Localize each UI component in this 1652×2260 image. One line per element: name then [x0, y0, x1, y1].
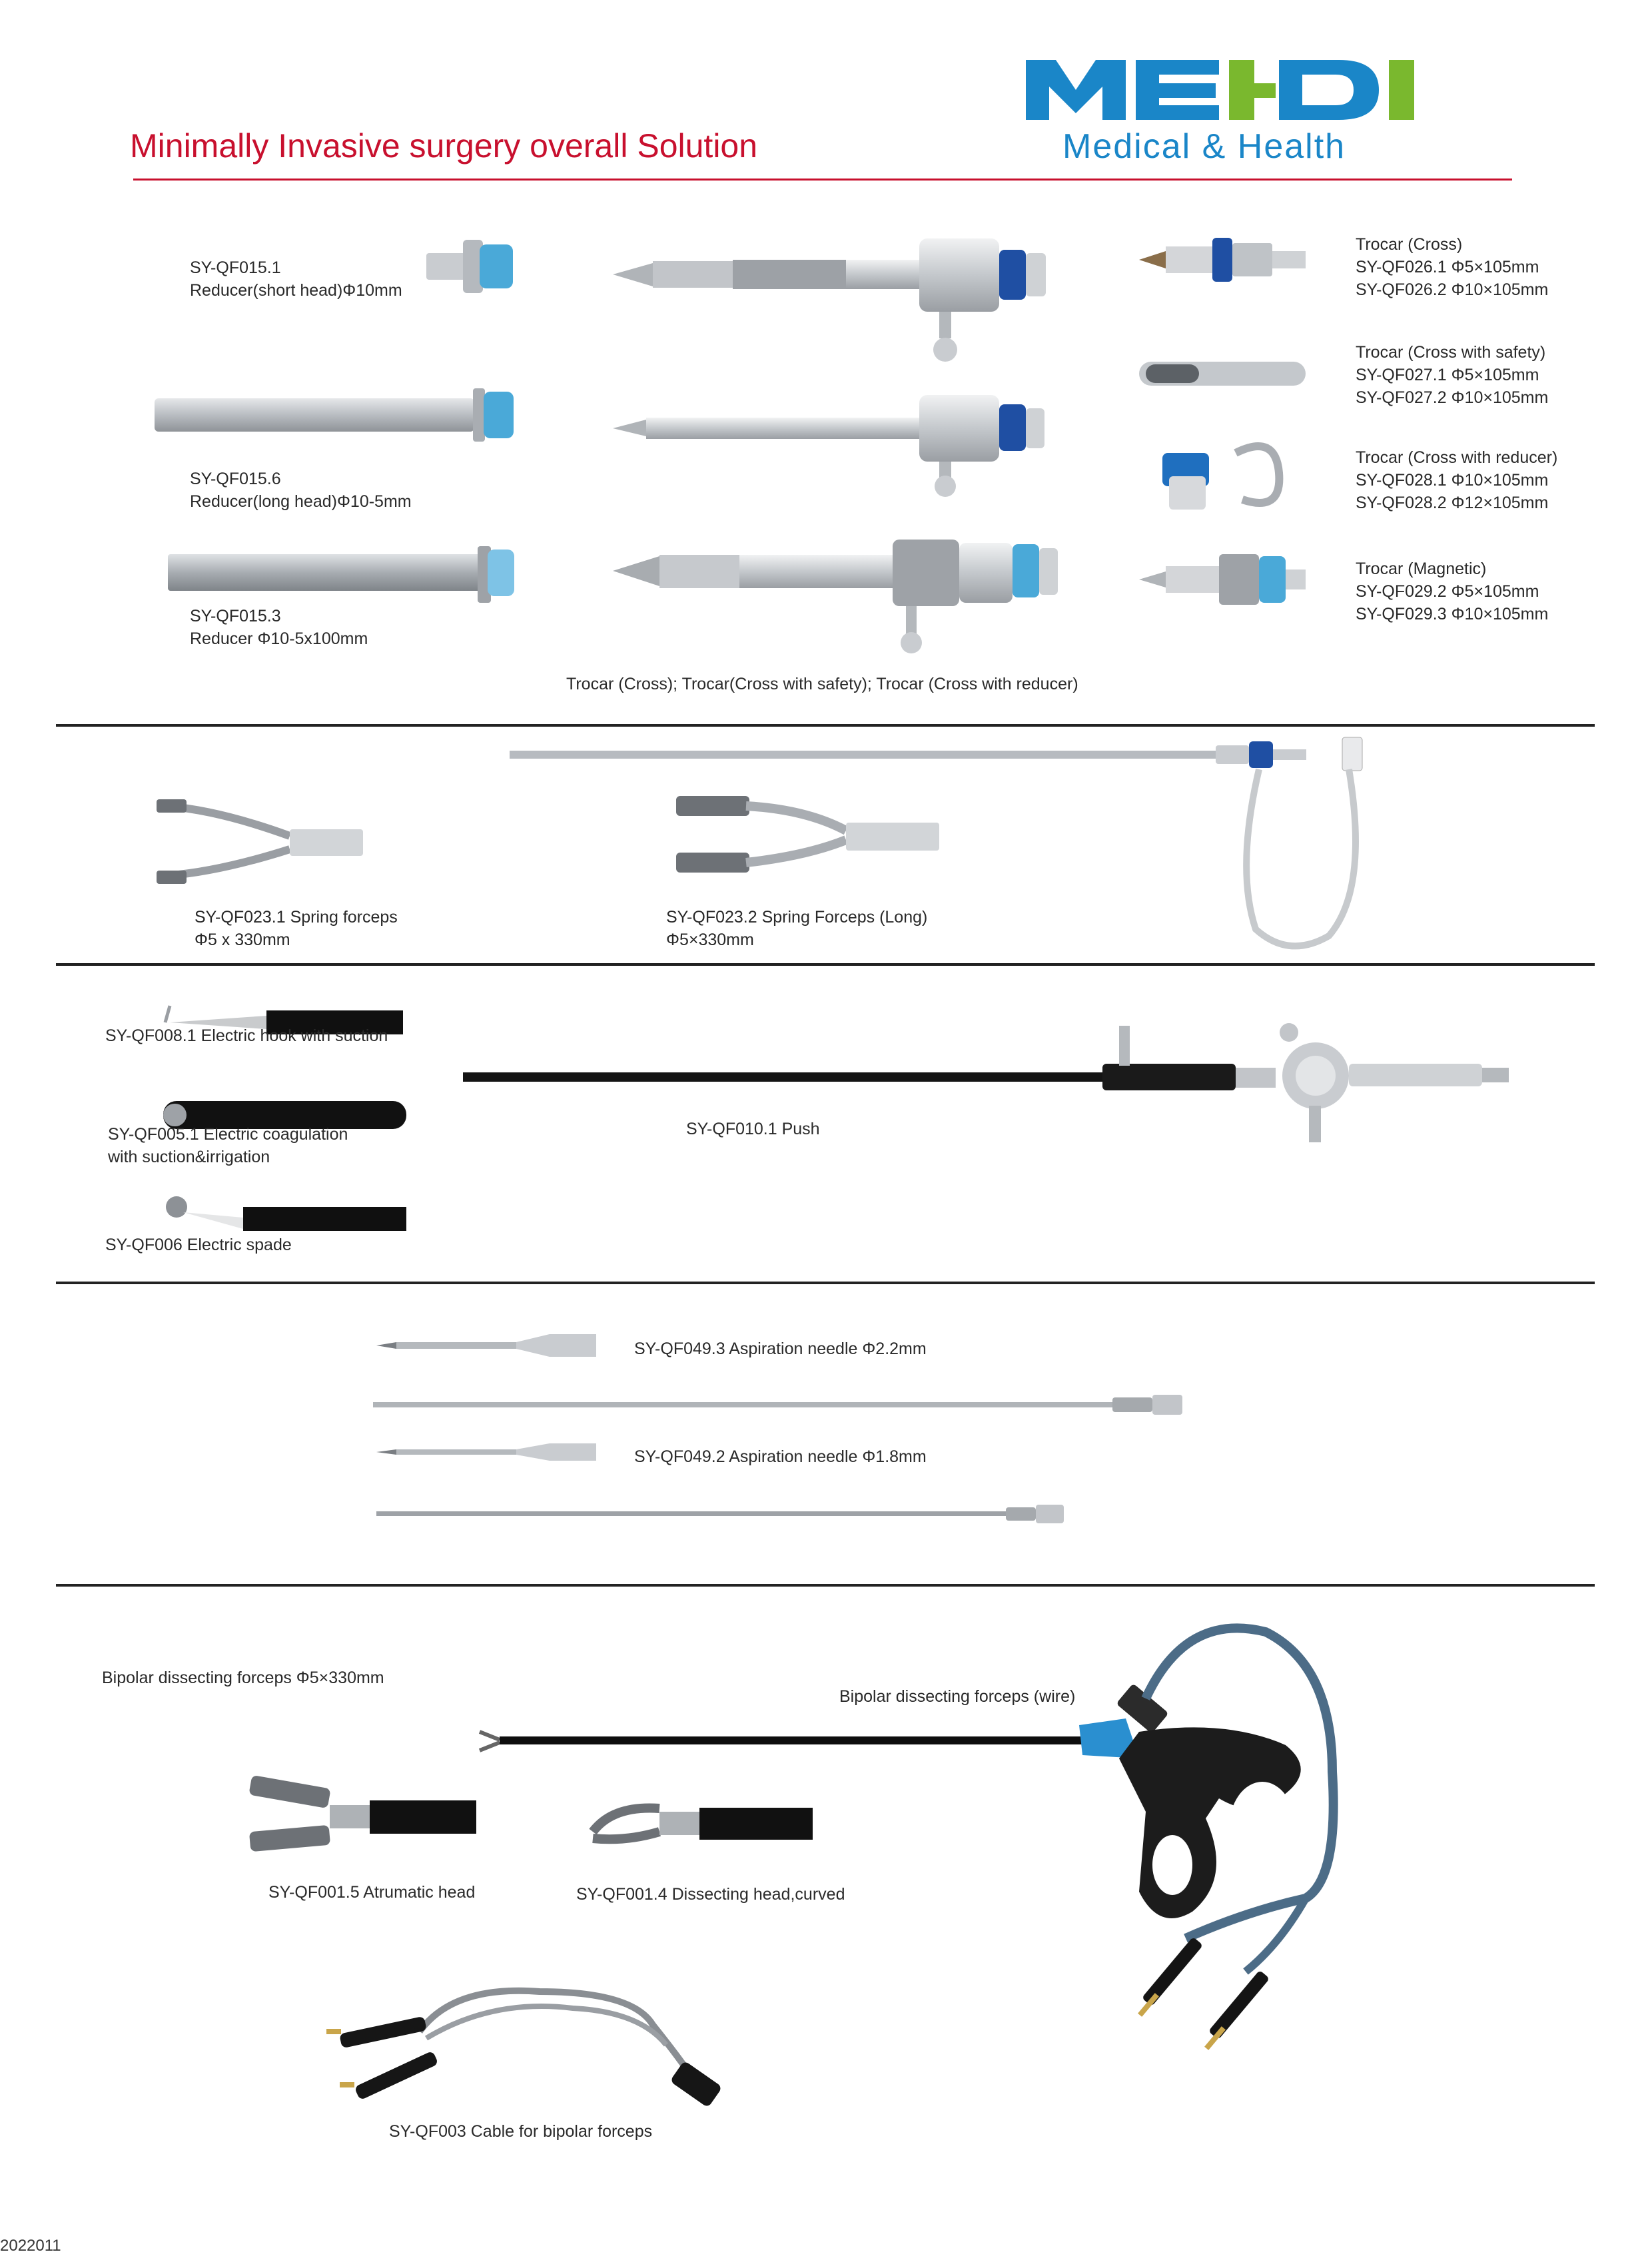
dissecting-head-image	[586, 1792, 819, 1858]
section-divider-1	[56, 724, 1595, 727]
trocar-reducer-thumb	[1149, 426, 1296, 520]
spring-forceps-long-caption: SY-QF023.2 Spring Forceps (Long) Φ5×330mm	[666, 908, 928, 949]
trocar-center-caption: Trocar (Cross); Trocar(Cross with safety); Trocar (Cross with reducer)	[566, 675, 1078, 693]
trocar-cross-thumb	[1139, 230, 1306, 290]
reducer-3-caption: SY-QF015.3 Reducer Φ10-5x100mm	[190, 607, 368, 648]
bipolar-wire-caption: Bipolar dissecting forceps (wire)	[839, 1687, 1076, 1706]
trocar-safety-caption: Trocar (Cross with safety) SY-QF027.1 Φ5×105mm SY-QF027.2 Φ10×105mm	[1356, 343, 1549, 407]
bipolar-cable-caption: SY-QF003 Cable for bipolar forceps	[389, 2122, 653, 2141]
trocar-magnetic-thumb	[1139, 546, 1306, 613]
push-caption: SY-QF010.1 Push	[686, 1120, 820, 1138]
aspiration-needle-18-image	[376, 1435, 603, 1469]
atraumatic-head-caption: SY-QF001.5 Atrumatic head	[268, 1883, 476, 1902]
reducer-tube-image	[168, 540, 521, 606]
aspiration-needle-22-caption: SY-QF049.3 Aspiration needle Φ2.2mm	[634, 1339, 927, 1358]
trocar-cross-caption: Trocar (Cross) SY-QF026.1 Φ5×105mm SY-QF026.2 Φ10×105mm	[1356, 235, 1549, 299]
electric-spade-caption: SY-QF006 Electric spade	[105, 1236, 292, 1254]
aspiration-rod-1-image	[373, 1392, 1186, 1419]
brand-tagline: Medical & Health	[1062, 127, 1346, 166]
bipolar-forceps-title: Bipolar dissecting forceps Φ5×330mm	[102, 1669, 384, 1687]
document-code: 2022011	[0, 2237, 61, 2255]
aspiration-needle-18-caption: SY-QF049.2 Aspiration needle Φ1.8mm	[634, 1447, 927, 1466]
trocar-safety-image	[613, 390, 1092, 496]
page-title: Minimally Invasive surgery overall Solution	[130, 127, 758, 165]
trocar-cross-image	[613, 233, 1092, 373]
aspiration-rod-2-image	[376, 1501, 1069, 1527]
reducer-1-caption: SY-QF015.1 Reducer(short head)Φ10mm	[190, 258, 402, 300]
section-divider-2	[56, 963, 1595, 966]
atraumatic-head-image	[243, 1775, 476, 1855]
trocar-reducer-image	[613, 530, 1092, 663]
spring-forceps-short-image	[157, 796, 363, 889]
electric-spade-image	[163, 1192, 410, 1232]
electric-hook-caption: SY-QF008.1 Electric hook with suction	[105, 1026, 388, 1045]
section-divider-4	[56, 1584, 1595, 1587]
header-rule	[133, 179, 1512, 181]
section-divider-3	[56, 1282, 1595, 1284]
bipolar-cable-image	[320, 1972, 733, 2111]
dissecting-head-caption: SY-QF001.4 Dissecting head,curved	[576, 1885, 845, 1904]
trocar-magnetic-caption: Trocar (Magnetic) SY-QF029.2 Φ5×105mm SY-QF029.3 Φ10×105mm	[1356, 560, 1549, 623]
electric-coagulation-caption: SY-QF005.1 Electric coagulation with suction&irrigation	[108, 1125, 348, 1166]
spring-forceps-long-image	[673, 789, 939, 883]
spring-forceps-rod-image	[510, 736, 1396, 956]
spring-forceps-short-caption: SY-QF023.1 Spring forceps Φ5 x 330mm	[195, 908, 398, 949]
trocar-reducer-caption: Trocar (Cross with reducer) SY-QF028.1 Φ10×105mm SY-QF028.2 Φ12×105mm	[1356, 448, 1558, 512]
reducer-long-image	[155, 385, 521, 445]
reducer-short-image	[426, 230, 520, 303]
push-instrument-image	[463, 1016, 1515, 1149]
aspiration-needle-22-image	[376, 1329, 603, 1362]
reducer-2-caption: SY-QF015.6 Reducer(long head)Φ10-5mm	[190, 470, 412, 511]
brand-logo	[1026, 53, 1505, 127]
trocar-safety-thumb	[1139, 343, 1306, 403]
